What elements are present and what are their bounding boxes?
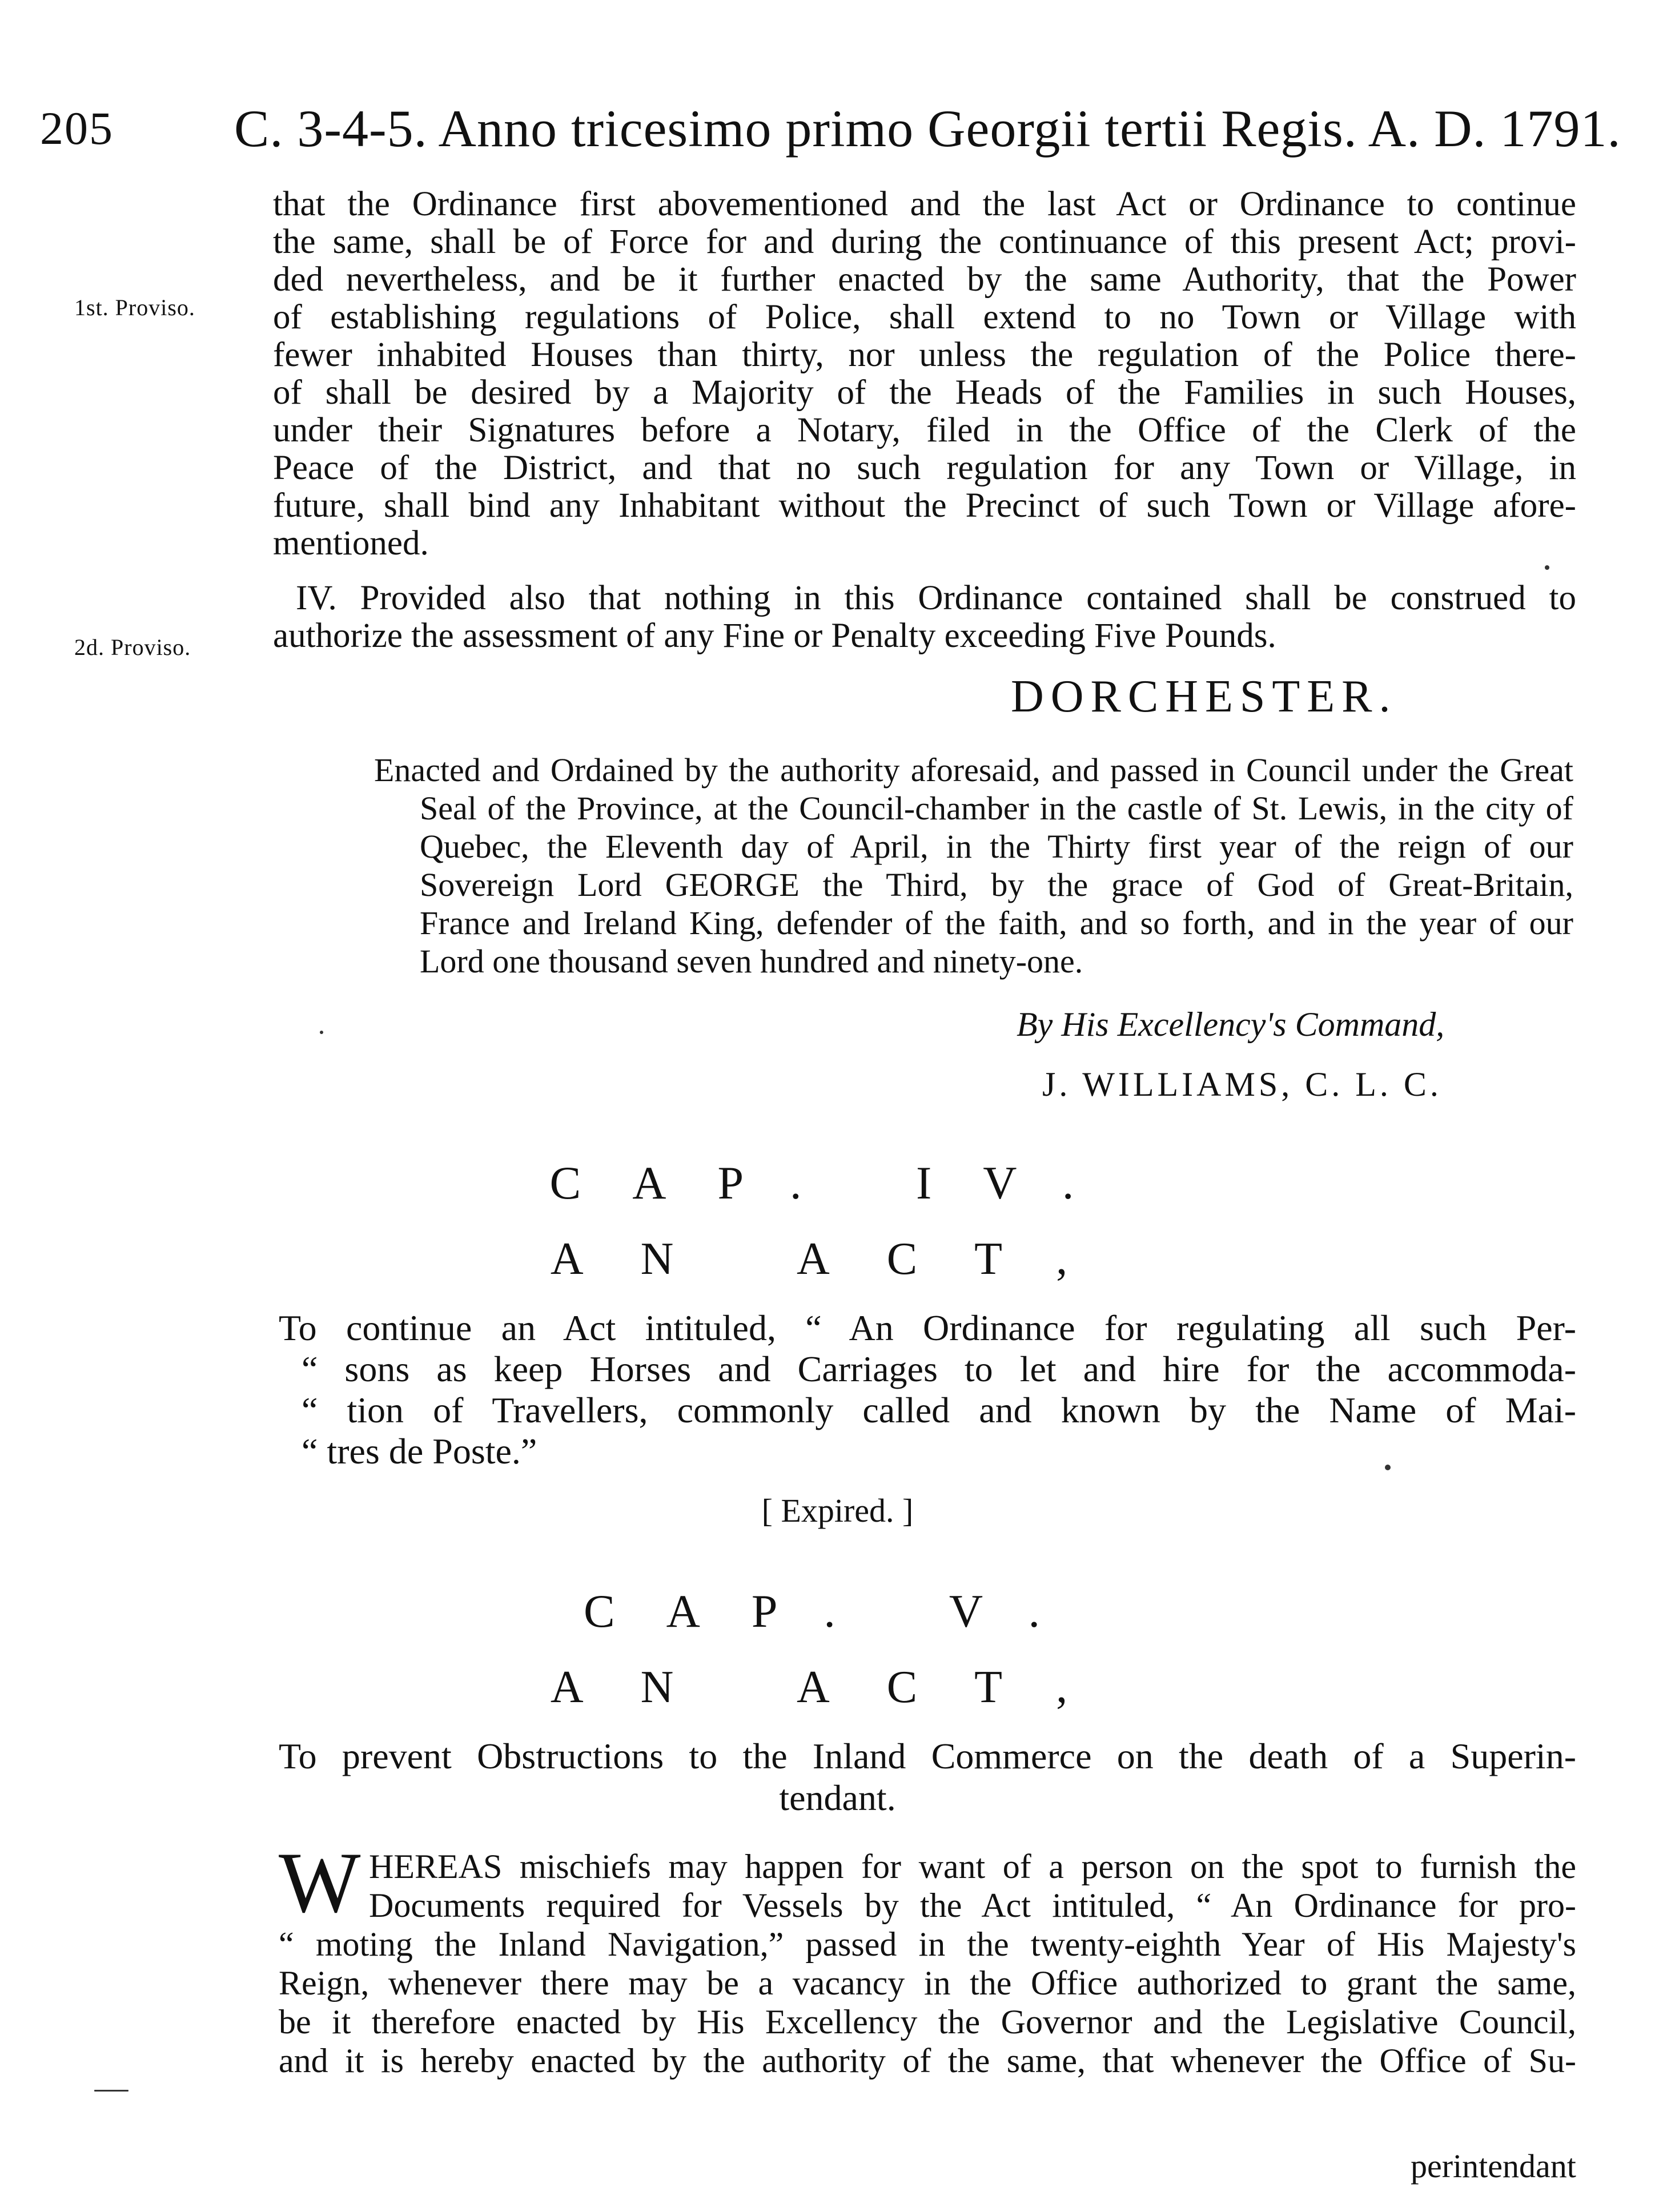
print-speck [94,2090,128,2092]
act-title-v-continued: tendant. [779,1777,896,1818]
act-heading-v: AN ACT, [550,1662,1125,1712]
catchword: perintendant [1411,2147,1576,2185]
text-line: France and Ireland King, defender of the faith, and so forth, and in the year of our [420,904,1573,942]
section-continuation [273,186,1576,562]
text-line: IV. Provided also that nothing in this Ordinance contained shall be construed to [296,579,1576,617]
text-line: Peace of the District, and that no such regulation for any Town or Village, in [273,449,1576,487]
signature-dorchester: DORCHESTER. [1011,671,1397,722]
act-title-v [279,1736,1576,1777]
chapter-heading-iv: CAP. IV. [549,1157,1126,1209]
text-line: “ tres de Poste.” [302,1431,537,1471]
text-line: that the Ordinance first abovementioned and the last Act or Ordinance to continue [273,185,1576,223]
text-line: Documents required for Vessels by the Act intituled, “ An Ordinance for pro- [369,1887,1576,1924]
text-line: under their Signatures before a Notary, filed in the Office of the Clerk of the [273,411,1576,449]
text-line: To prevent Obstructions to the Inland Commerce on the death of a Superin- [279,1736,1576,1776]
text-line: Lord one thousand seven hundred and ninety-one. [420,943,1083,980]
whereas-paragraph [279,1835,1576,2080]
chapter-heading-v: CAP. V. [583,1585,1092,1637]
text-line: Enacted and Ordained by the authority aforesaid, and passed in Council under the Great [374,751,1573,789]
page-number: 205 [40,102,114,154]
expired-note: [ Expired. ] [761,1492,914,1529]
act-heading-iv: AN ACT, [550,1234,1125,1284]
text-line: “ moting the Inland Navigation,” passed in the twenty-eighth Year of His Majesty's [279,1925,1576,1963]
drop-cap: W [279,1835,361,1931]
text-line: To continue an Act intituled, “ An Ordinance for regulating all such Per- [279,1308,1576,1348]
text-line: the same, shall be of Force for and during the continuance of this present Act; provi- [273,223,1576,261]
act-title-iv [279,1308,1576,1472]
text-line: “ sons as keep Horses and Carriages to let and hire for the accommoda- [302,1349,1576,1389]
enactment-clause [374,751,1573,980]
print-speck [1545,565,1549,570]
margin-note-first-proviso: 1st. Proviso. [74,295,195,320]
text-line: be it therefore enacted by His Excellency the Governor and the Legislative Council, [279,2003,1576,2041]
text-line: Sovereign Lord GEORGE the Third, by the grace of God of Great-Britain, [420,866,1573,903]
section-iv [273,580,1576,655]
margin-note-second-proviso: 2d. Proviso. [74,634,191,660]
text-line: Seal of the Province, at the Council-chamber in the castle of St. Lewis, in the city of [420,790,1573,827]
text-line: HEREAS mischiefs may happen for want of a person on the spot to furnish the [369,1848,1576,1885]
text-line: and it is hereby enacted by the authority of the same, that whenever the Office of Su- [279,2042,1576,2080]
text-line: “ tion of Travellers, commonly called and known by the Name of Mai- [302,1390,1576,1430]
running-head: C. 3-4-5. Anno tricesimo primo Georgii tertii Regis. A. D. 1791. [234,99,1621,158]
text-line: fewer inhabited Houses than thirty, nor unless the regulation of the Police there- [273,336,1576,374]
command-line: By His Excellency's Command, [1017,1006,1445,1043]
text-line: of shall be desired by a Majority of the Heads of the Families in such Houses, [273,373,1576,412]
text-line: future, shall bind any Inhabitant without the Precinct of such Town or Village afore- [273,486,1576,525]
text-line: ded nevertheless, and be it further enacted by the same Authority, that the Power [273,260,1576,299]
text-line: of establishing regulations of Police, shall extend to no Town or Village with [273,298,1576,336]
text-line: mentioned. [273,524,429,562]
clerk-signature: J. WILLIAMS, C. L. C. [1042,1065,1442,1103]
text-line: Quebec, the Eleventh day of April, in the Thirty first year of the reign of our [420,828,1573,865]
text-line: Reign, whenever there may be a vacancy in the Office authorized to grant the same, [279,1964,1576,2002]
print-speck [320,1031,323,1034]
print-speck [1385,1465,1391,1470]
text-line: authorize the assessment of any Fine or Penalty exceeding Five Pounds. [273,617,1276,655]
